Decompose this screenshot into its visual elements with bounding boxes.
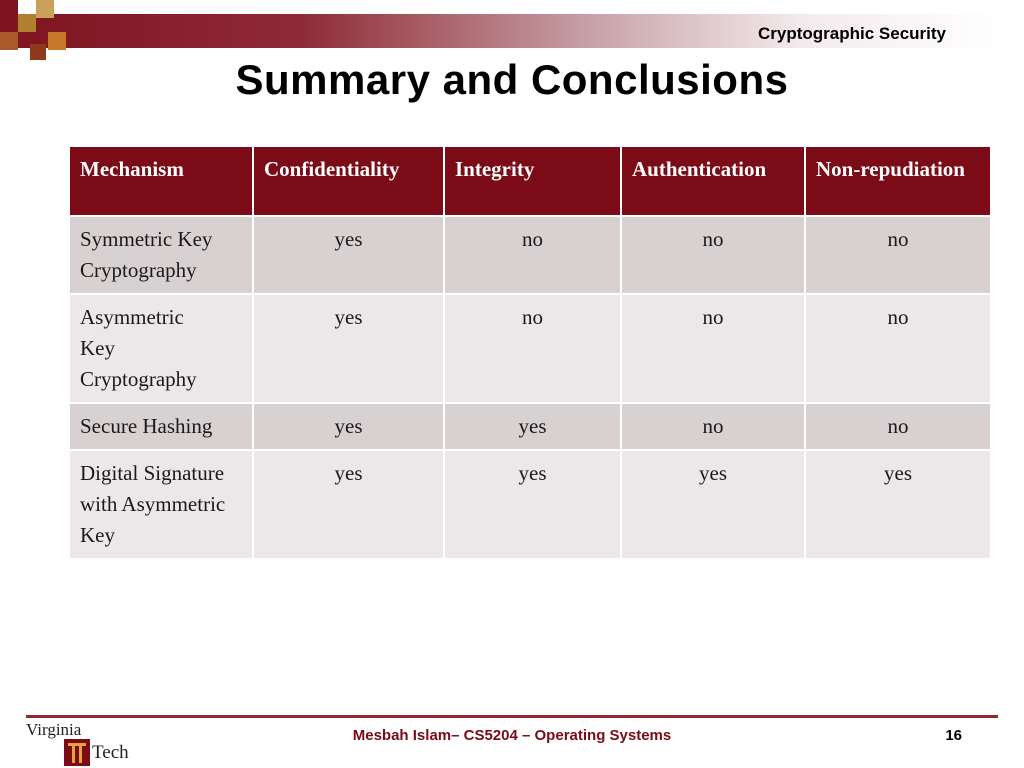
value-cell: yes [253, 403, 444, 450]
value-cell: no [444, 216, 621, 294]
logo-text-tech: Tech [92, 742, 129, 763]
value-cell: no [621, 403, 805, 450]
slide-title: Summary and Conclusions [235, 56, 789, 103]
table-row [69, 403, 991, 450]
decor-square [18, 14, 36, 32]
value-cell: no [621, 294, 805, 403]
header-cell-mechanism: Mechanism [69, 146, 253, 216]
table-row [69, 450, 991, 559]
value-cell: no [805, 216, 991, 294]
value-cell: yes [805, 450, 991, 559]
header-cell-confidentiality: Confidentiality [253, 146, 444, 216]
mechanism-cell: Secure Hashing [69, 403, 253, 450]
footer-divider [26, 715, 998, 718]
header-cell-authentication: Authentication [621, 146, 805, 216]
decor-square [36, 0, 54, 18]
value-cell: no [444, 294, 621, 403]
value-cell: yes [253, 216, 444, 294]
header-label: Cryptographic Security [758, 24, 946, 43]
table-row [69, 216, 991, 294]
value-cell: yes [621, 450, 805, 559]
summary-table [68, 145, 992, 560]
mechanism-cell: Symmetric Key Cryptography [69, 216, 253, 294]
header-cell-non-repudiation: Non-repudiation [805, 146, 991, 216]
value-cell: no [805, 294, 991, 403]
table-header-row [69, 146, 991, 216]
value-cell: yes [444, 403, 621, 450]
value-cell: yes [253, 294, 444, 403]
value-cell: no [805, 403, 991, 450]
header-cell-integrity: Integrity [444, 146, 621, 216]
value-cell: no [621, 216, 805, 294]
decor-square [0, 0, 18, 18]
page-number: 16 [945, 727, 962, 744]
value-cell: yes [253, 450, 444, 559]
mechanism-cell: Digital Signature with Asymmetric Key [69, 450, 253, 559]
decor-square [48, 32, 66, 50]
value-cell: yes [444, 450, 621, 559]
decor-square [0, 32, 18, 50]
table-row [69, 294, 991, 403]
mechanism-cell: Asymmetric Key Cryptography [69, 294, 253, 403]
footer-text: Mesbah Islam– CS5204 – Operating Systems [352, 727, 672, 744]
logo-text-virginia: Virginia [26, 720, 82, 739]
